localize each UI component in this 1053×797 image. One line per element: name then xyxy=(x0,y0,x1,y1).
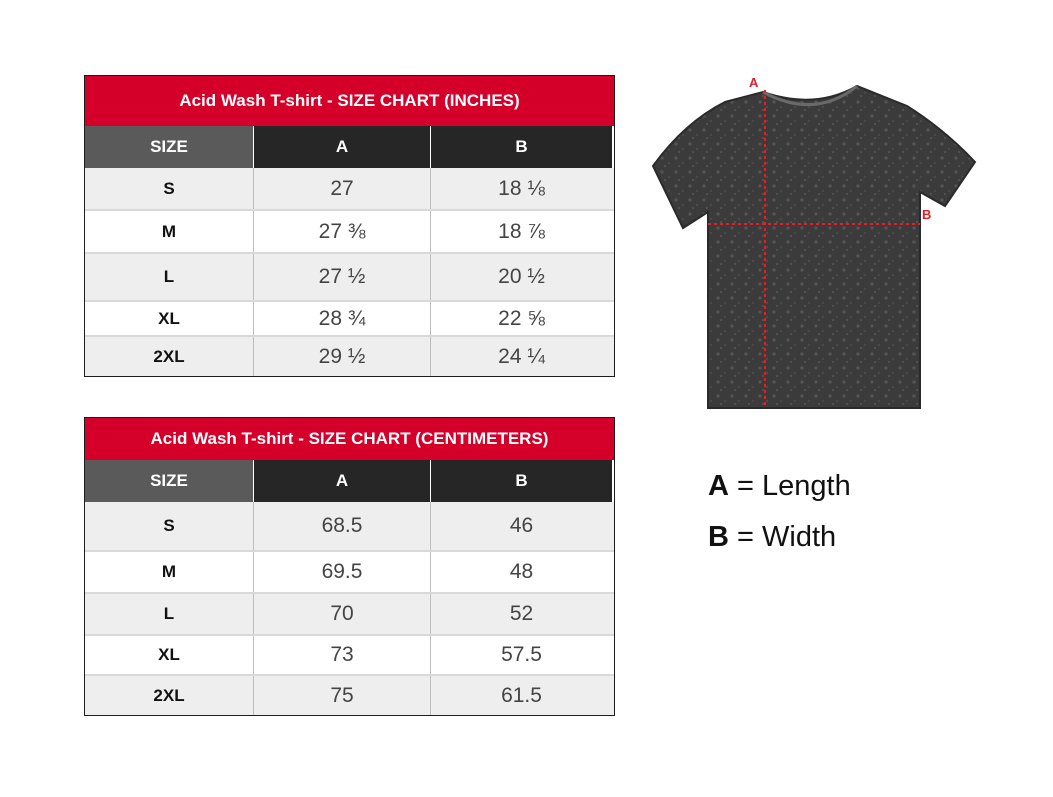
size-chart-centimeters xyxy=(84,417,615,716)
size-cell: S xyxy=(163,516,175,535)
legend-key: A xyxy=(708,470,729,502)
table-row xyxy=(85,592,614,634)
table-row xyxy=(85,168,614,209)
header-a: A xyxy=(253,460,430,502)
tshirt-image xyxy=(653,86,975,408)
size-cell: XL xyxy=(158,308,180,328)
legend-text: = Length xyxy=(728,470,851,502)
label-a: A xyxy=(749,75,759,90)
size-chart-inches xyxy=(84,75,615,377)
header-row xyxy=(85,460,614,502)
table-row xyxy=(85,674,614,715)
table-row xyxy=(85,209,614,252)
header-row xyxy=(85,126,614,168)
chart-title: Acid Wash T-shirt - SIZE CHART (CENTIMETERS) xyxy=(85,418,614,460)
b-cell: 20 ½ xyxy=(430,254,612,300)
a-cell: 27 ⅜ xyxy=(253,211,430,252)
size-cell: M xyxy=(161,562,177,581)
a-cell: 28 ¾ xyxy=(253,302,430,335)
size-cell: L xyxy=(163,604,175,623)
header-b: B xyxy=(430,126,612,168)
b-cell: 46 xyxy=(430,502,612,550)
tshirt-measurement-diagram xyxy=(645,70,985,415)
size-cell: M xyxy=(161,221,177,241)
b-cell: 57.5 xyxy=(430,636,612,674)
table-row xyxy=(85,502,614,550)
b-cell: 18 ⅞ xyxy=(430,211,612,252)
table-row xyxy=(85,335,614,376)
label-b: B xyxy=(922,207,932,222)
b-cell: 48 xyxy=(430,552,612,592)
b-cell: 52 xyxy=(430,594,612,634)
legend-length xyxy=(708,470,851,503)
chart-title: Acid Wash T-shirt - SIZE CHART (INCHES) xyxy=(85,76,614,126)
b-cell: 24 ¼ xyxy=(430,337,612,376)
table-row xyxy=(85,252,614,300)
b-cell: 22 ⅝ xyxy=(430,302,612,335)
a-cell: 69.5 xyxy=(253,552,430,592)
size-cell: S xyxy=(163,178,175,198)
header-size: SIZE xyxy=(85,126,253,168)
a-cell: 29 ½ xyxy=(253,337,430,376)
a-cell: 27 ½ xyxy=(253,254,430,300)
legend-key: B xyxy=(708,521,729,553)
a-cell: 70 xyxy=(253,594,430,634)
header-b: B xyxy=(430,460,612,502)
b-cell: 61.5 xyxy=(430,676,612,715)
size-cell: 2XL xyxy=(153,685,185,705)
header-a: A xyxy=(253,126,430,168)
legend-text: = Width xyxy=(728,521,837,553)
b-cell: 18 ⅛ xyxy=(430,168,612,209)
a-cell: 73 xyxy=(253,636,430,674)
header-size: SIZE xyxy=(85,460,253,502)
table-row xyxy=(85,634,614,674)
size-cell: L xyxy=(163,267,175,286)
a-cell: 68.5 xyxy=(253,502,430,550)
a-cell: 75 xyxy=(253,676,430,715)
legend-width xyxy=(708,521,836,554)
table-row xyxy=(85,550,614,592)
size-cell: XL xyxy=(158,645,180,664)
table-row xyxy=(85,300,614,335)
a-cell: 27 xyxy=(253,168,430,209)
size-cell: 2XL xyxy=(153,346,185,366)
